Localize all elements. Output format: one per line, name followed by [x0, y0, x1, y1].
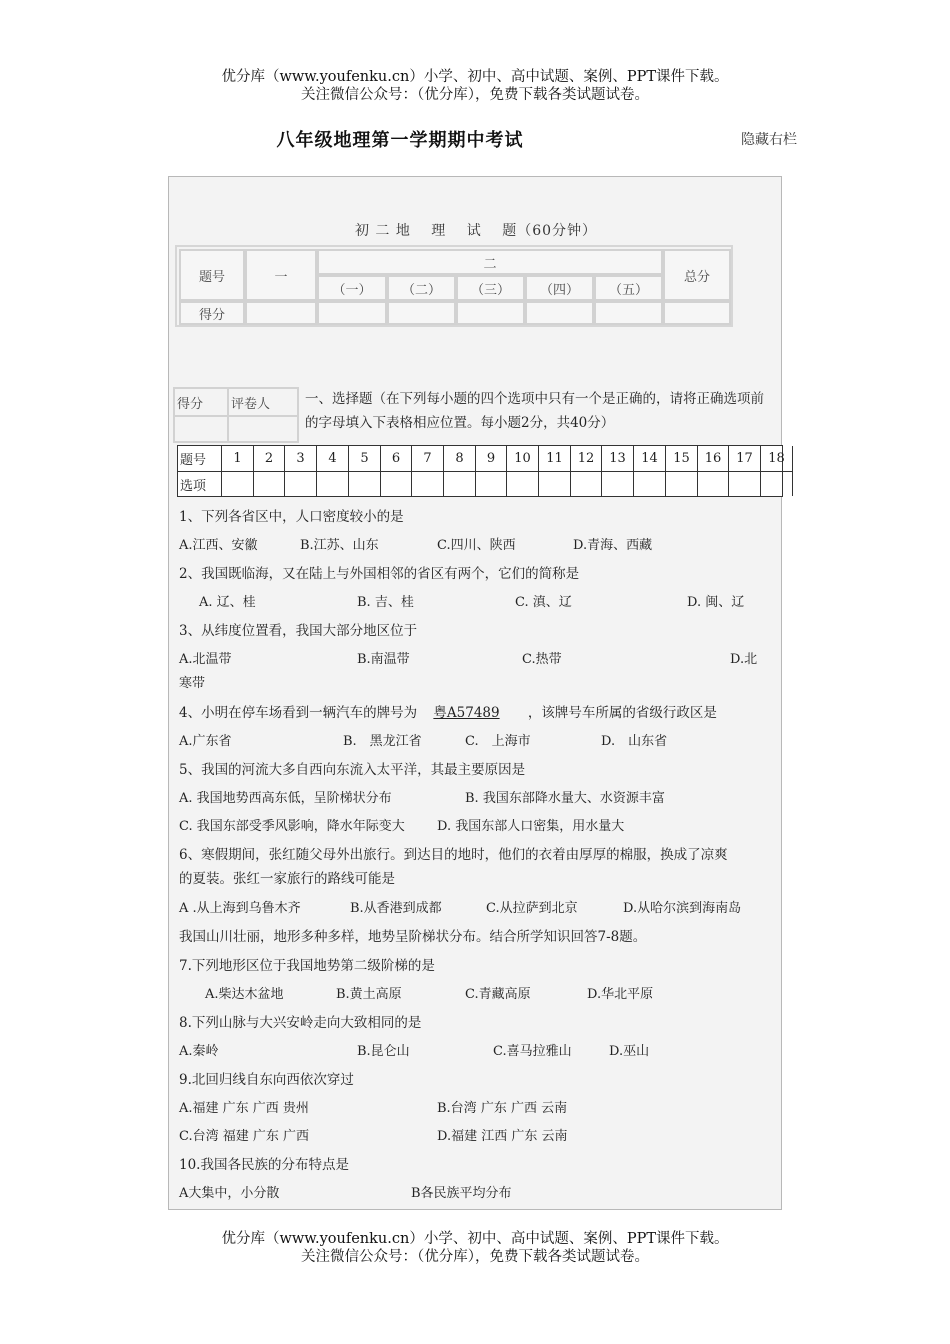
answer-grid-number: 13 [602, 446, 634, 471]
option: A.江西、安徽 [179, 538, 258, 553]
option: D. 我国东部人口密集，用水量大 [437, 819, 625, 834]
question-2: 2、我国既临海，又在陆上与外国相邻的省区有两个，它们的简称是 [179, 566, 580, 582]
answer-grid-number: 9 [476, 446, 507, 471]
option: A.北温带 [179, 652, 232, 667]
question-7: 7.下列地形区位于我国地势第二级阶梯的是 [179, 958, 435, 974]
option: C.喜马拉雅山 [493, 1044, 572, 1059]
header-line-1: 优分库（www.youfenku.cn）小学、初中、高中试题、案例、PPT课件下载。 [221, 69, 729, 85]
score-table-question-header: 题号 [179, 249, 245, 301]
answer-grid-answer-cell[interactable] [698, 471, 729, 496]
score-table-sub-col: （一） [317, 275, 387, 301]
option: B. 黑龙江省 [343, 734, 422, 749]
option: D.北 [730, 652, 758, 667]
option: C.台湾 福建 广东 广西 [179, 1129, 310, 1144]
option: C.热带 [522, 652, 562, 667]
answer-grid-answer-cell[interactable] [381, 471, 412, 496]
footer-line-1: 优分库（www.youfenku.cn）小学、初中、高中试题、案例、PPT课件下载。 [221, 1231, 729, 1247]
answer-grid-answer-cell[interactable] [507, 471, 539, 496]
answer-grid-number: 3 [285, 446, 317, 471]
question-8: 8.下列山脉与大兴安岭走向大致相同的是 [179, 1015, 422, 1031]
question-4-text: 4、小明在停车场看到一辆汽车的牌号为 [179, 705, 418, 721]
grader-score-cell[interactable] [175, 415, 227, 441]
answer-grid-number: 5 [349, 446, 381, 471]
score-cell[interactable] [594, 301, 663, 325]
score-cell[interactable] [387, 301, 456, 325]
option: B.从香港到成都 [350, 901, 442, 916]
answer-grid-answer-cell[interactable] [254, 471, 285, 496]
option: C.从拉萨到北京 [486, 901, 578, 916]
answer-grid-option-label: 选项 [178, 471, 222, 496]
answer-grid-answer-cell[interactable] [285, 471, 317, 496]
option: A.秦岭 [179, 1044, 219, 1059]
score-table-sub-col: （三） [456, 275, 525, 301]
answer-grid-answer-cell[interactable] [729, 471, 761, 496]
answer-grid-answer-cell[interactable] [571, 471, 602, 496]
page-title: 八年级地理第一学期期中考试 [276, 130, 524, 151]
answer-grid-answer-cell[interactable] [634, 471, 666, 496]
option: A.广东省 [179, 734, 232, 749]
exam-paper [168, 176, 785, 1210]
option: A. 我国地势西高东低，呈阶梯状分布 [179, 791, 392, 806]
answer-grid-answer-cell[interactable] [476, 471, 507, 496]
score-table-score-label: 得分 [179, 301, 245, 325]
header-line-2: 关注微信公众号：（优分库），免费下载各类试题试卷。 [301, 87, 649, 103]
score-cell[interactable] [245, 301, 317, 325]
option: B.黄土高原 [336, 987, 402, 1002]
question-6-line-2: 的夏装。张红一家旅行的路线可能是 [179, 871, 395, 887]
score-cell[interactable] [317, 301, 387, 325]
option: C.青藏高原 [465, 987, 531, 1002]
option: D.青海、西藏 [573, 538, 653, 553]
answer-grid-answer-cell[interactable] [317, 471, 349, 496]
answer-grid-number: 7 [412, 446, 444, 471]
option: D.从哈尔滨到海南岛 [623, 901, 742, 916]
grader-box [173, 387, 299, 443]
option: A. 辽、桂 [199, 595, 256, 610]
license-plate: 粤A57489 [433, 705, 500, 721]
option: D.华北平原 [587, 987, 654, 1002]
score-table-sub-col: （五） [594, 275, 663, 301]
answer-grid-answer-cell[interactable] [539, 471, 571, 496]
answer-grid-number: 6 [381, 446, 412, 471]
option: D. 闽、辽 [687, 595, 745, 610]
answer-grid-answer-cell[interactable] [222, 471, 254, 496]
grader-name-label: 评卷人 [227, 389, 297, 415]
answer-grid-number: 18 [761, 446, 793, 471]
option: D.巫山 [609, 1044, 650, 1059]
option: D.福建 江西 广东 云南 [437, 1129, 568, 1144]
grader-name-cell[interactable] [227, 415, 297, 441]
option: C. 滇、辽 [515, 595, 572, 610]
option: C.四川、陕西 [437, 538, 516, 553]
score-table-total-header: 总分 [663, 249, 731, 301]
grader-score-label: 得分 [177, 396, 204, 412]
score-table [175, 245, 733, 327]
answer-grid-answer-cell[interactable] [761, 471, 793, 496]
option: B.昆仑山 [357, 1044, 410, 1059]
option: A .从上海到乌鲁木齐 [179, 901, 301, 916]
score-table-col-two: 二 [317, 249, 663, 275]
answer-grid-answer-cell[interactable] [412, 471, 444, 496]
question-6: 6、寒假期间，张红随父母外出旅行。到达目的地时，他们的衣着由厚厚的棉服，换成了凉爽 [179, 847, 728, 863]
answer-grid-answer-cell[interactable] [602, 471, 634, 496]
section-instruction: 一、选择题（在下列每小题的四个选项中只有一个是正确的，请将正确选项前的字母填入下表格相应位置。每小题2分，共40分） [305, 391, 764, 431]
option: C. 上海市 [465, 734, 531, 749]
answer-grid-answer-cell[interactable] [444, 471, 476, 496]
option: C. 我国东部受季风影响，降水年际变大 [179, 819, 405, 834]
option-wrap: 寒带 [179, 676, 206, 691]
answer-grid-number: 11 [539, 446, 571, 471]
option: B.台湾 广东 广西 云南 [437, 1101, 568, 1116]
question-5: 5、我国的河流大多自西向东流入太平洋，其最主要原因是 [179, 762, 526, 778]
paper-subtitle: 初 二 地 理 试 题（60分钟） [354, 223, 598, 239]
question-4-text-end: ，该牌号车所属的省级行政区是 [527, 705, 717, 721]
answer-grid-number: 16 [698, 446, 729, 471]
score-table-col-one: 一 [245, 249, 317, 301]
answer-grid-number: 17 [729, 446, 761, 471]
answer-grid-answer-cell[interactable] [666, 471, 698, 496]
score-cell-total[interactable] [663, 301, 731, 325]
footer-line-2: 关注微信公众号：（优分库），免费下载各类试题试卷。 [301, 1249, 649, 1265]
answer-grid-number: 10 [507, 446, 539, 471]
question-1: 1、下列各省区中，人口密度较小的是 [179, 509, 404, 525]
question-9: 9.北回归线自东向西依次穿过 [179, 1072, 354, 1088]
option: A.柴达木盆地 [205, 987, 284, 1002]
option: D. 山东省 [601, 734, 668, 749]
answer-grid [177, 445, 783, 497]
score-table-sub-col: （四） [525, 275, 594, 301]
option: B.江苏、山东 [300, 538, 379, 553]
score-table-sub-col: （二） [387, 275, 456, 301]
answer-grid-number: 4 [317, 446, 349, 471]
option: B. 吉、桂 [357, 595, 414, 610]
question-3: 3、从纬度位置看，我国大部分地区位于 [179, 623, 418, 639]
option: A大集中，小分散 [179, 1186, 280, 1201]
answer-grid-number: 15 [666, 446, 698, 471]
answer-grid-number: 1 [222, 446, 254, 471]
option: A.福建 广东 广西 贵州 [179, 1101, 309, 1116]
hide-sidebar-link[interactable]: 隐藏右栏 [741, 132, 797, 148]
answer-grid-number: 8 [444, 446, 476, 471]
question-4 [179, 701, 717, 721]
answer-grid-number: 12 [571, 446, 602, 471]
answer-grid-number: 2 [254, 446, 285, 471]
answer-grid-number: 14 [634, 446, 666, 471]
option: B各民族平均分布 [411, 1186, 512, 1201]
option: B.南温带 [357, 652, 410, 667]
option: B. 我国东部降水量大、水资源丰富 [465, 791, 665, 806]
score-cell[interactable] [456, 301, 525, 325]
question-intro-7-8: 我国山川壮丽，地形多种多样，地势呈阶梯状分布。结合所学知识回答7-8题。 [179, 929, 647, 945]
score-cell[interactable] [525, 301, 594, 325]
question-10: 10.我国各民族的分布特点是 [179, 1157, 349, 1173]
answer-grid-number-label: 题号 [178, 446, 222, 471]
answer-grid-answer-cell[interactable] [349, 471, 381, 496]
